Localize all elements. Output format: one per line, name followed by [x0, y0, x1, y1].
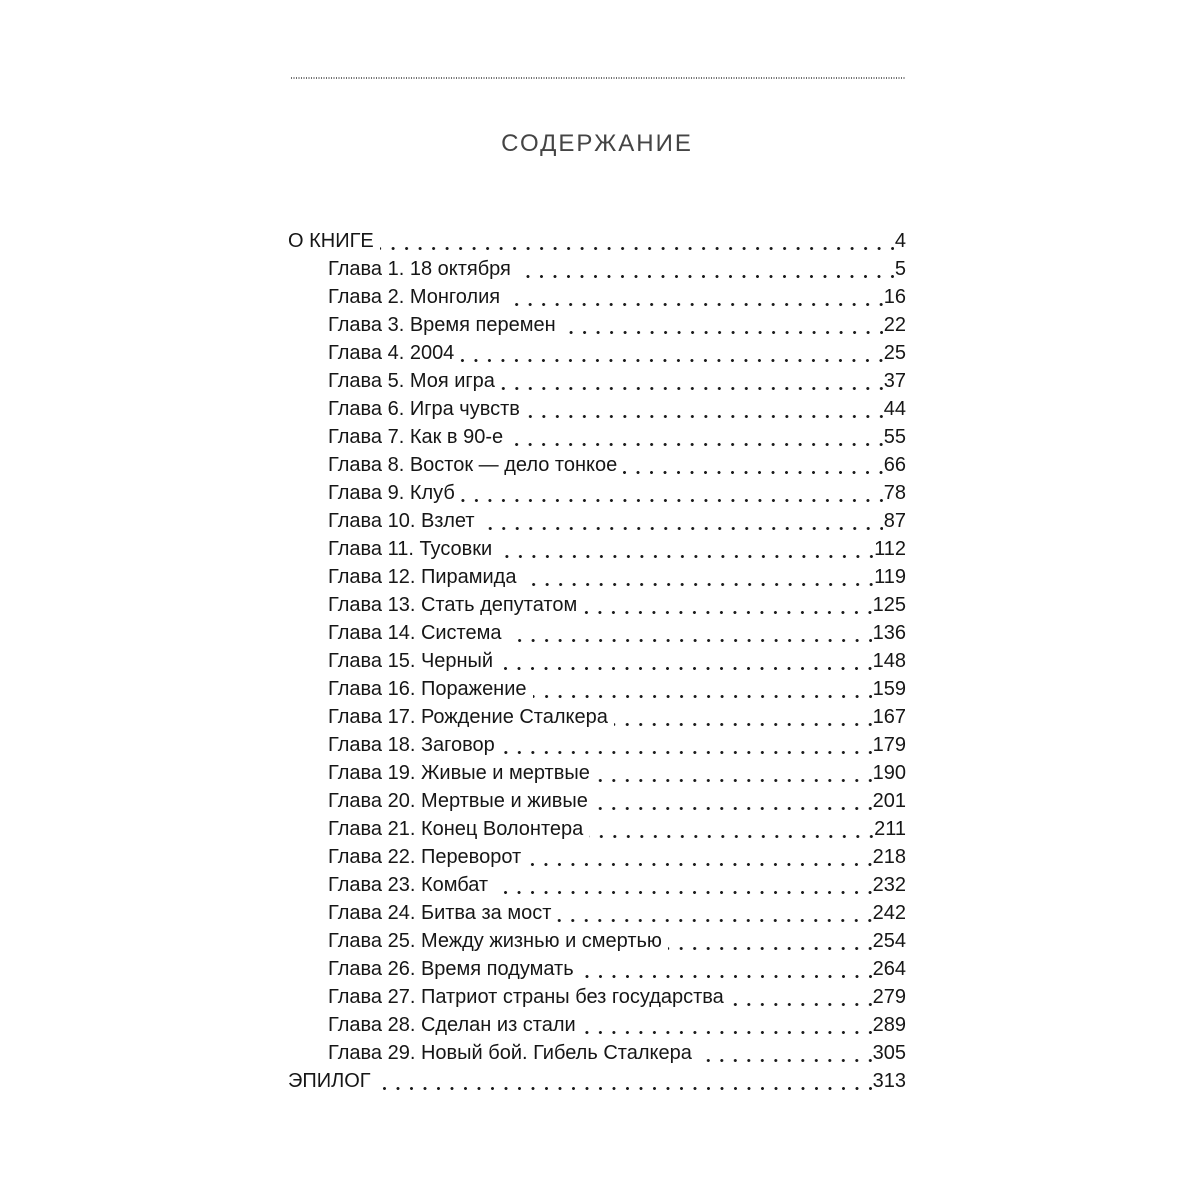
- toc-entry-page: 25: [883, 342, 906, 364]
- dot-leader: [730, 983, 872, 1011]
- toc-entry-label: Глава 10. Взлет: [328, 510, 475, 532]
- toc-entry-label: Глава 8. Восток — дело тонкое: [328, 454, 618, 476]
- toc-entry-page: 5: [894, 258, 906, 280]
- dot-leader: [583, 591, 871, 619]
- toc-entry-label: О КНИГЕ: [288, 230, 374, 252]
- toc-entry-page: 305: [872, 1042, 906, 1064]
- toc-entry-label: Глава 1. 18 октября: [328, 258, 511, 280]
- toc-entry: [288, 227, 906, 255]
- toc-entry-page: 55: [883, 426, 906, 448]
- toc-entry: [288, 983, 906, 1011]
- dot-leader: [481, 507, 883, 535]
- toc-entry-label: Глава 29. Новый бой. Гибель Сталкера: [328, 1042, 692, 1064]
- toc-entry: [288, 647, 906, 675]
- dot-leader: [562, 311, 883, 339]
- toc-entry-page: 4: [894, 230, 906, 252]
- dot-leader: [582, 1011, 872, 1039]
- dot-leader: [506, 283, 883, 311]
- toc-entry-label: Глава 14. Система: [328, 622, 502, 644]
- toc-entry: [288, 619, 906, 647]
- dot-leader: [589, 815, 873, 843]
- toc-entry: [288, 255, 906, 283]
- toc-entry-page: 264: [872, 958, 906, 980]
- toc-entry: [288, 507, 906, 535]
- dot-leader: [380, 227, 894, 255]
- dot-leader: [499, 647, 872, 675]
- toc-entry: [288, 1011, 906, 1039]
- toc-entry-page: 16: [883, 286, 906, 308]
- dot-leader: [498, 535, 873, 563]
- toc-entry: [288, 451, 906, 479]
- toc-entry: [288, 871, 906, 899]
- dot-leader: [580, 955, 872, 983]
- dot-leader: [501, 367, 883, 395]
- toc-entry-label: Глава 24. Битва за мост: [328, 902, 552, 924]
- toc-entry-page: 167: [872, 706, 906, 728]
- toc-entry-page: 201: [872, 790, 906, 812]
- toc-entry: [288, 843, 906, 871]
- toc-entry-label: Глава 27. Патриот страны без государства: [328, 986, 724, 1008]
- toc-entry-page: 242: [872, 902, 906, 924]
- toc-entry-label: Глава 15. Черный: [328, 650, 494, 672]
- toc-entry-label: ЭПИЛОГ: [288, 1070, 371, 1092]
- dot-leader: [461, 479, 883, 507]
- toc-entry-page: 148: [872, 650, 906, 672]
- toc-entry: [288, 955, 906, 983]
- dot-leader: [533, 675, 872, 703]
- toc-entry-label: Глава 25. Между жизнью и смертью: [328, 930, 662, 952]
- toc-entry-label: Глава 9. Клуб: [328, 482, 455, 504]
- toc-entry-label: Глава 26. Время подумать: [328, 958, 574, 980]
- dot-leader: [509, 423, 883, 451]
- toc-entry: [288, 1039, 906, 1067]
- toc-entry-label: Глава 5. Моя игра: [328, 370, 495, 392]
- dot-leader: [517, 255, 894, 283]
- dot-leader: [522, 563, 873, 591]
- dot-leader: [527, 843, 871, 871]
- toc-entry-page: 87: [883, 510, 906, 532]
- toc-entry: [288, 787, 906, 815]
- toc-entry-label: Глава 21. Конец Волонтера: [328, 818, 584, 840]
- toc-entry-page: 279: [872, 986, 906, 1008]
- toc-entry-label: Глава 13. Стать депутатом: [328, 594, 578, 616]
- toc-entry: [288, 367, 906, 395]
- toc-entry-page: 125: [872, 594, 906, 616]
- dot-leader: [614, 703, 872, 731]
- dot-leader: [377, 1067, 872, 1095]
- toc-entry-page: 37: [883, 370, 906, 392]
- toc-entry-page: 254: [872, 930, 906, 952]
- dot-leader: [596, 759, 872, 787]
- page-title: СОДЕРЖАНИЕ: [501, 130, 693, 157]
- toc-entry: [288, 675, 906, 703]
- toc-entry: [288, 339, 906, 367]
- toc-entry-label: Глава 12. Пирамида: [328, 566, 517, 588]
- toc-entry-label: Глава 6. Игра чувств: [328, 398, 520, 420]
- toc-entry: [288, 1067, 906, 1095]
- toc-entry-page: 22: [883, 314, 906, 336]
- dot-leader: [526, 395, 883, 423]
- toc-entry-page: 179: [872, 734, 906, 756]
- toc-entry: [288, 311, 906, 339]
- dot-leader: [460, 339, 882, 367]
- dot-leader: [508, 619, 872, 647]
- toc-list: [288, 227, 906, 1095]
- toc-entry-page: 289: [872, 1014, 906, 1036]
- toc-entry-label: Глава 22. Переворот: [328, 846, 522, 868]
- toc-entry: [288, 395, 906, 423]
- toc-entry: [288, 703, 906, 731]
- toc-entry: [288, 899, 906, 927]
- toc-entry-label: Глава 7. Как в 90-е: [328, 426, 504, 448]
- toc-entry-label: Глава 16. Поражение: [328, 678, 527, 700]
- toc-entry-page: 211: [874, 818, 906, 840]
- dot-leader: [668, 927, 872, 955]
- toc-entry-page: 119: [874, 566, 906, 588]
- toc-entry-label: Глава 20. Мертвые и живые: [328, 790, 588, 812]
- toc-entry-page: 159: [872, 678, 906, 700]
- toc-entry-page: 66: [883, 454, 906, 476]
- toc-entry-label: Глава 19. Живые и мертвые: [328, 762, 590, 784]
- dot-leader: [698, 1039, 872, 1067]
- toc-entry: [288, 479, 906, 507]
- dot-leader: [594, 787, 872, 815]
- toc-entry-label: Глава 2. Монголия: [328, 286, 501, 308]
- toc-entry-label: Глава 28. Сделан из стали: [328, 1014, 576, 1036]
- toc-entry: [288, 423, 906, 451]
- toc-entry-page: 44: [883, 398, 906, 420]
- toc-entry: [288, 731, 906, 759]
- toc-entry-page: 78: [883, 482, 906, 504]
- toc-entry-label: Глава 23. Комбат: [328, 874, 489, 896]
- dot-leader: [623, 451, 883, 479]
- toc-entry-page: 218: [872, 846, 906, 868]
- toc-entry-label: Глава 18. Заговор: [328, 734, 495, 756]
- toc-entry-label: Глава 4. 2004: [328, 342, 455, 364]
- toc-entry-page: 232: [872, 874, 906, 896]
- toc-entry: [288, 815, 906, 843]
- dot-leader: [501, 731, 872, 759]
- toc-entry: [288, 591, 906, 619]
- dotted-divider: [291, 77, 906, 79]
- toc-entry: [288, 283, 906, 311]
- toc-entry: [288, 759, 906, 787]
- toc-entry-page: 112: [874, 538, 906, 560]
- toc-entry-page: 136: [872, 622, 906, 644]
- toc-entry: [288, 535, 906, 563]
- toc-entry-label: Глава 3. Время перемен: [328, 314, 556, 336]
- toc-entry-page: 313: [872, 1070, 906, 1092]
- toc-entry-label: Глава 17. Рождение Сталкера: [328, 706, 608, 728]
- toc-entry-page: 190: [872, 762, 906, 784]
- dot-leader: [557, 899, 871, 927]
- dot-leader: [494, 871, 872, 899]
- toc-entry: [288, 563, 906, 591]
- toc-entry-label: Глава 11. Тусовки: [328, 538, 493, 560]
- toc-entry: [288, 927, 906, 955]
